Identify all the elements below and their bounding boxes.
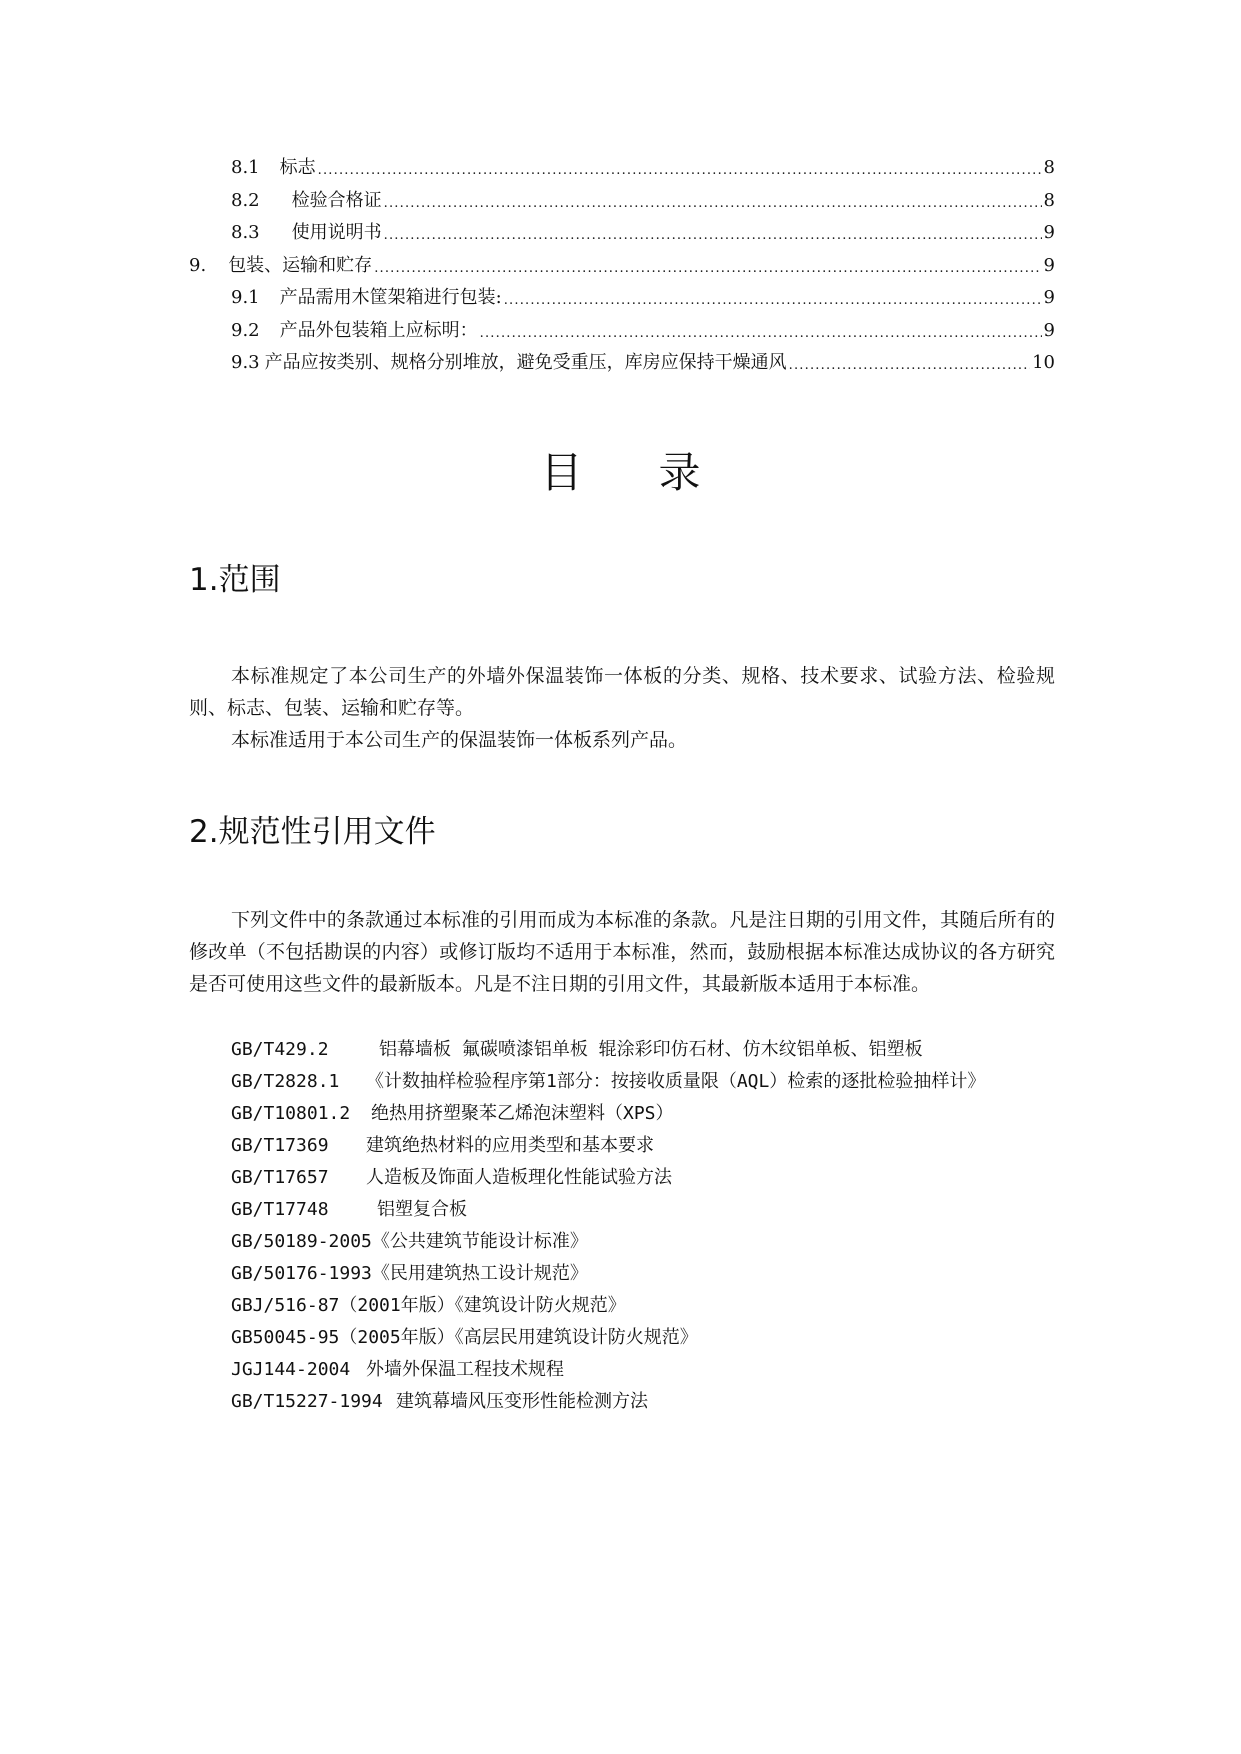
toc-entry-page: 10 — [1032, 352, 1055, 374]
reference-code: GB/T15227-1994 — [231, 1391, 383, 1412]
toc-entry[interactable] — [189, 282, 1055, 315]
toc-entry-page: 9 — [1043, 287, 1055, 309]
reference-code: GBJ/516-87 — [231, 1295, 340, 1316]
toc-entry-page: 9 — [1043, 319, 1055, 341]
reference-item — [189, 1322, 1055, 1354]
toc-entry-title: 产品外包装箱上应标明： — [279, 319, 478, 341]
table-of-contents — [189, 152, 1055, 380]
toc-entry-number: 9. — [189, 254, 207, 276]
toc-entry-page: 9 — [1043, 222, 1055, 244]
scope-paragraph-2: 本标准适用于本公司生产的保温装饰一体板系列产品。 — [231, 729, 688, 751]
reference-item — [189, 1130, 1055, 1162]
reference-code: GB/T429.2 — [231, 1039, 329, 1060]
reference-title: 绝热用挤塑聚苯乙烯泡沫塑料（XPS） — [371, 1103, 674, 1124]
toc-entry-number: 9.3 — [231, 352, 260, 374]
reference-code: GB50045-95 — [231, 1327, 340, 1348]
reference-title: 铝塑复合板 — [377, 1199, 467, 1220]
reference-item — [189, 1354, 1055, 1386]
toc-entry-number: 9.1 — [231, 287, 260, 309]
reference-code: GB/T17657 — [231, 1167, 329, 1188]
section-heading-references: 2.规范性引用文件 — [189, 814, 436, 850]
reference-code: GB/50189-2005 — [231, 1231, 372, 1252]
reference-item — [189, 1226, 1055, 1258]
toc-entry[interactable] — [189, 347, 1055, 380]
toc-leader-dots — [480, 324, 1042, 344]
toc-leader-dots — [374, 259, 1041, 279]
reference-title: 《公共建筑节能设计标准》 — [371, 1231, 588, 1252]
toc-entry-number: 8.1 — [231, 157, 260, 179]
reference-code: GB/T17748 — [231, 1199, 329, 1220]
toc-entry[interactable] — [189, 152, 1055, 185]
toc-entry[interactable] — [189, 185, 1055, 218]
reference-title: （2005年版）《高层民用建筑设计防火规范》 — [339, 1327, 698, 1348]
reference-item — [189, 1386, 1055, 1418]
toc-entry-title: 产品需用木筐架箱进行包装: — [279, 287, 502, 309]
reference-item — [189, 1098, 1055, 1130]
toc-leader-dots — [318, 161, 1042, 181]
reference-item — [189, 1066, 1055, 1098]
reference-item — [189, 1034, 1055, 1066]
section-heading-scope: 1.范围 — [189, 562, 281, 598]
toc-leader-dots — [789, 356, 1030, 376]
toc-entry[interactable] — [189, 315, 1055, 348]
toc-entry-page: 8 — [1043, 157, 1055, 179]
toc-entry[interactable] — [189, 217, 1055, 250]
reference-title: 人造板及饰面人造板理化性能试验方法 — [366, 1167, 672, 1188]
toc-entry-page: 9 — [1043, 254, 1055, 276]
scope-paragraph-1: 本标准规定了本公司生产的外墙外保温装饰一体板的分类、规格、技术要求、试验方法、检验规则、标志、包装、运输和贮存等。 — [189, 665, 1055, 719]
toc-entry-number: 8.3 — [231, 222, 260, 244]
toc-entry-title: 产品应按类别、规格分别堆放，避免受重压，库房应保持干燥通风 — [264, 352, 787, 374]
reference-item — [189, 1290, 1055, 1322]
reference-code: GB/50176-1993 — [231, 1263, 372, 1284]
references-intro-paragraph: 下列文件中的条款通过本标准的引用而成为本标准的条款。凡是注日期的引用文件，其随后所有的修改单（不包括勘误的内容）或修订版均不适用于本标准，然而，鼓励根据本标准达成协议的各方研究是否可使用这些文件的最新版本。凡是不注日期的引用文件，其最新版本适用于本标准。 — [189, 909, 1055, 995]
reference-code: GB/T2828.1 — [231, 1071, 340, 1092]
reference-title: 建筑幕墙风压变形性能检测方法 — [396, 1391, 648, 1412]
toc-entry-title: 标志 — [279, 157, 316, 179]
reference-item — [189, 1258, 1055, 1290]
reference-item — [189, 1162, 1055, 1194]
reference-title: 铝幕墙板 氟碳喷漆铝单板 辊涂彩印仿石材、仿木纹铝单板、铝塑板 — [379, 1039, 923, 1060]
reference-title: 《民用建筑热工设计规范》 — [371, 1263, 588, 1284]
toc-leader-dots — [504, 291, 1042, 311]
reference-code: JGJ144-2004 — [231, 1359, 351, 1380]
reference-code: GB/T10801.2 — [231, 1103, 351, 1124]
reference-title: 建筑绝热材料的应用类型和基本要求 — [366, 1135, 654, 1156]
reference-title: 《计数抽样检验程序第1部分：按接收质量限（AQL）检索的逐批检验抽样计》 — [366, 1071, 986, 1092]
toc-leader-dots — [384, 226, 1042, 246]
toc-entry-title: 检验合格证 — [291, 189, 382, 211]
page-title: 目录 — [540, 448, 777, 497]
toc-entry[interactable] — [189, 250, 1055, 283]
toc-entry-number: 9.2 — [231, 319, 260, 341]
reference-title: 外墙外保温工程技术规程 — [366, 1359, 564, 1380]
toc-entry-title: 包装、运输和贮存 — [228, 254, 373, 276]
toc-entry-page: 8 — [1043, 189, 1055, 211]
reference-item — [189, 1194, 1055, 1226]
reference-title: （2001年版）《建筑设计防火规范》 — [339, 1295, 626, 1316]
reference-list — [189, 1034, 1055, 1418]
toc-leader-dots — [384, 194, 1042, 214]
toc-entry-number: 8.2 — [231, 189, 260, 211]
reference-code: GB/T17369 — [231, 1135, 329, 1156]
toc-entry-title: 使用说明书 — [291, 222, 382, 244]
